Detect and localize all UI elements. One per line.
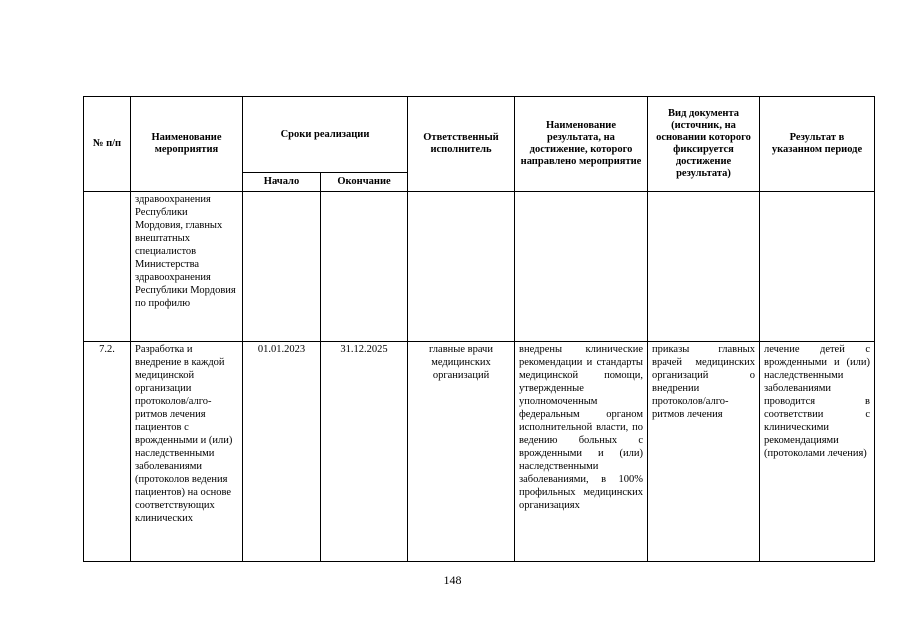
header-num: № п/п bbox=[84, 97, 131, 192]
header-terms: Сроки реализации bbox=[243, 97, 408, 173]
cell-start: 01.01.2023 bbox=[243, 342, 321, 562]
header-end: Окончание bbox=[321, 173, 408, 192]
table-row-7-2 bbox=[84, 342, 875, 562]
cell-num bbox=[84, 192, 131, 342]
header-result-name: Наименование результата, на достижение, которого направлено мероприятие bbox=[515, 97, 648, 192]
activities-table bbox=[83, 96, 875, 562]
header-responsible: Ответственный исполнитель bbox=[408, 97, 515, 192]
cell-end bbox=[321, 192, 408, 342]
cell-start bbox=[243, 192, 321, 342]
header-name: Наименование мероприятия bbox=[131, 97, 243, 192]
table-row-continuation bbox=[84, 192, 875, 342]
cell-doc-type: приказы главных врачей медицинских организаций о внедрении протоколов/алго-ритмов лечения bbox=[648, 342, 760, 562]
cell-end: 31.12.2025 bbox=[321, 342, 408, 562]
cell-period-result bbox=[760, 192, 875, 342]
cell-responsible: главные врачи медицинских организаций bbox=[408, 342, 515, 562]
page-number: 148 bbox=[443, 573, 462, 587]
header-doc-type: Вид документа (источник, на основании которого фиксируется достижение результата) bbox=[648, 97, 760, 192]
cell-name: Разработка и внедрение в каждой медицинской организации протоколов/алго-ритмов лечения пациентов с врожденными и (или) наследственными заболеваниями (протоколов ведения пациентов) на основе соответствующих клинических bbox=[131, 342, 243, 562]
cell-result-name: внедрены клинические рекомендации и стандарты медицинской помощи, утвержденные уполномоченным федеральным органом исполнительной власти, по ведению больных с врожденными и (или) наследственными заболеваниями, в 100% профильных медицинских организациях bbox=[515, 342, 648, 562]
cell-responsible bbox=[408, 192, 515, 342]
header-period-result: Результат в указанном периоде bbox=[760, 97, 875, 192]
header-start: Начало bbox=[243, 173, 321, 192]
cell-num: 7.2. bbox=[84, 342, 131, 562]
cell-result-name bbox=[515, 192, 648, 342]
cell-doc-type bbox=[648, 192, 760, 342]
cell-name: здравоохранения Республики Мордовия, главных внештатных специалистов Министерства здравоохранения Республики Мордовия по профилю bbox=[131, 192, 243, 342]
cell-period-result: лечение детей с врожденными и (или) наследственными заболеваниями проводится в соответствии с клиническими рекомендациями (протоколами лечения) bbox=[760, 342, 875, 562]
